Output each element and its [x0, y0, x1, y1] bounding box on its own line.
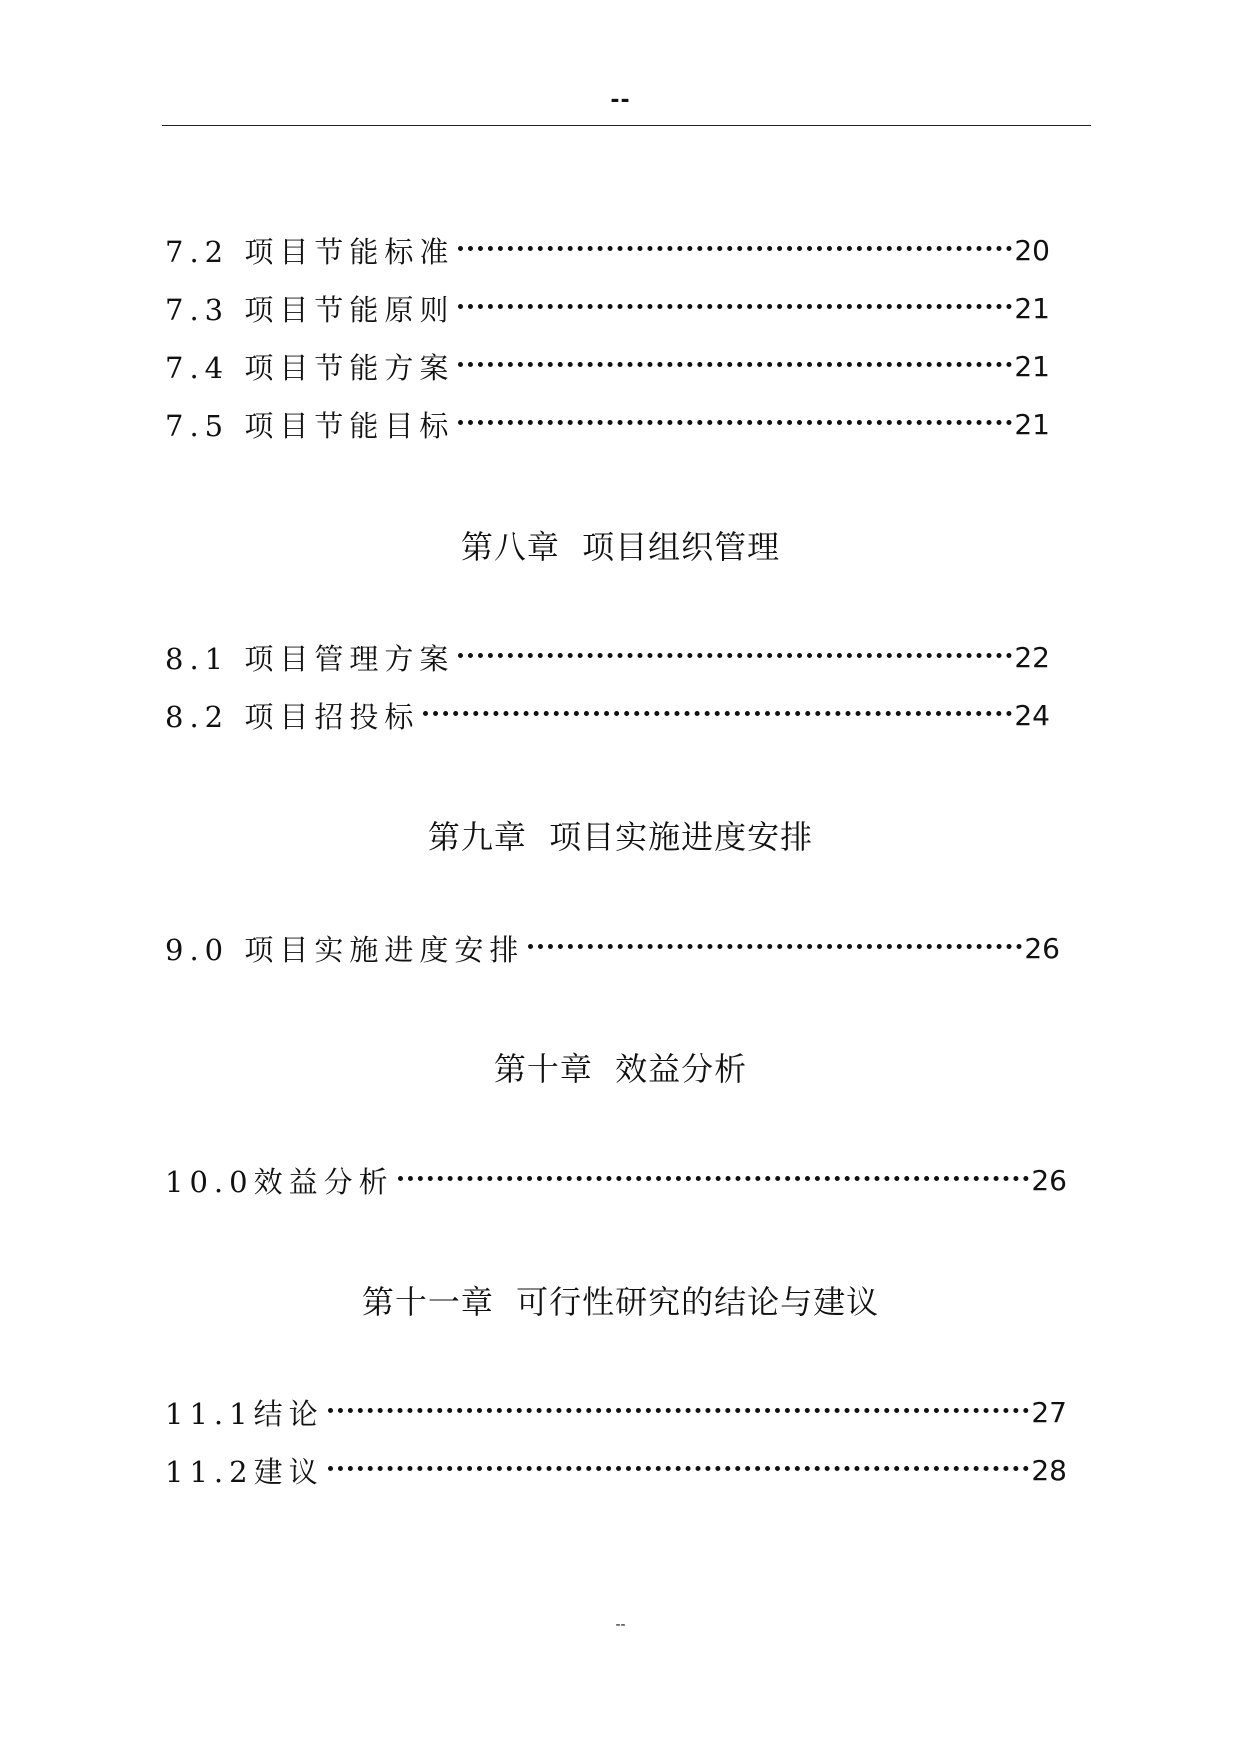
toc-entry[interactable] [165, 404, 1050, 444]
dot-leader [458, 246, 1012, 251]
toc-entry[interactable] [165, 928, 1060, 968]
chapter-heading: 第十一章 可行性研究的结论与建议 [361, 1283, 880, 1321]
toc-entry-page: 28 [1031, 1453, 1067, 1487]
dot-leader [398, 1176, 1030, 1181]
toc-entry-page: 22 [1014, 640, 1050, 674]
toc-entry[interactable] [165, 1392, 1067, 1432]
dot-leader [458, 420, 1012, 425]
toc-entry-page: 26 [1031, 1163, 1067, 1197]
chapter-heading: 第九章 项目实施进度安排 [427, 818, 814, 856]
toc-entry-page: 24 [1014, 698, 1050, 732]
dot-leader [458, 304, 1012, 309]
dot-leader [458, 653, 1012, 658]
toc-entry-label: 7.4 项目节能方案 [165, 350, 455, 385]
toc-entry-label: 11.1结论 [165, 1396, 324, 1431]
toc-entry-label: 11.2建议 [165, 1454, 324, 1489]
toc-entry-page: 21 [1014, 291, 1050, 325]
toc-entry-page: 21 [1014, 349, 1050, 383]
dot-leader [328, 1408, 1030, 1413]
toc-entry-page: 21 [1014, 407, 1050, 441]
toc-entry-label: 9.0 项目实施进度安排 [165, 932, 525, 967]
page-header-mark: -- [610, 88, 631, 113]
toc-entry-page: 26 [1024, 931, 1060, 965]
dot-leader [328, 1466, 1030, 1471]
toc-entry[interactable] [165, 288, 1050, 328]
chapter-heading: 第八章 项目组织管理 [460, 528, 781, 566]
toc-entry-label: 8.1 项目管理方案 [165, 641, 455, 676]
toc-entry-page: 20 [1014, 233, 1050, 267]
toc-entry-label: 7.2 项目节能标准 [165, 234, 455, 269]
toc-entry-label: 7.5 项目节能目标 [165, 408, 455, 443]
toc-entry-label: 10.0效益分析 [165, 1164, 394, 1199]
toc-entry[interactable] [165, 1160, 1067, 1200]
toc-entry-label: 7.3 项目节能原则 [165, 292, 455, 327]
page-footer-mark: -- [615, 1617, 626, 1633]
toc-entry[interactable] [165, 346, 1050, 386]
toc-entry[interactable] [165, 1450, 1067, 1490]
dot-leader [528, 944, 1022, 949]
header-rule [162, 125, 1091, 126]
toc-entry[interactable] [165, 230, 1050, 270]
chapter-heading: 第十章 效益分析 [493, 1050, 748, 1088]
dot-leader [423, 711, 1012, 716]
toc-entry[interactable] [165, 695, 1050, 735]
toc-entry-page: 27 [1031, 1395, 1067, 1429]
toc-entry[interactable] [165, 637, 1050, 677]
dot-leader [458, 362, 1012, 367]
toc-entry-label: 8.2 项目招投标 [165, 699, 420, 734]
